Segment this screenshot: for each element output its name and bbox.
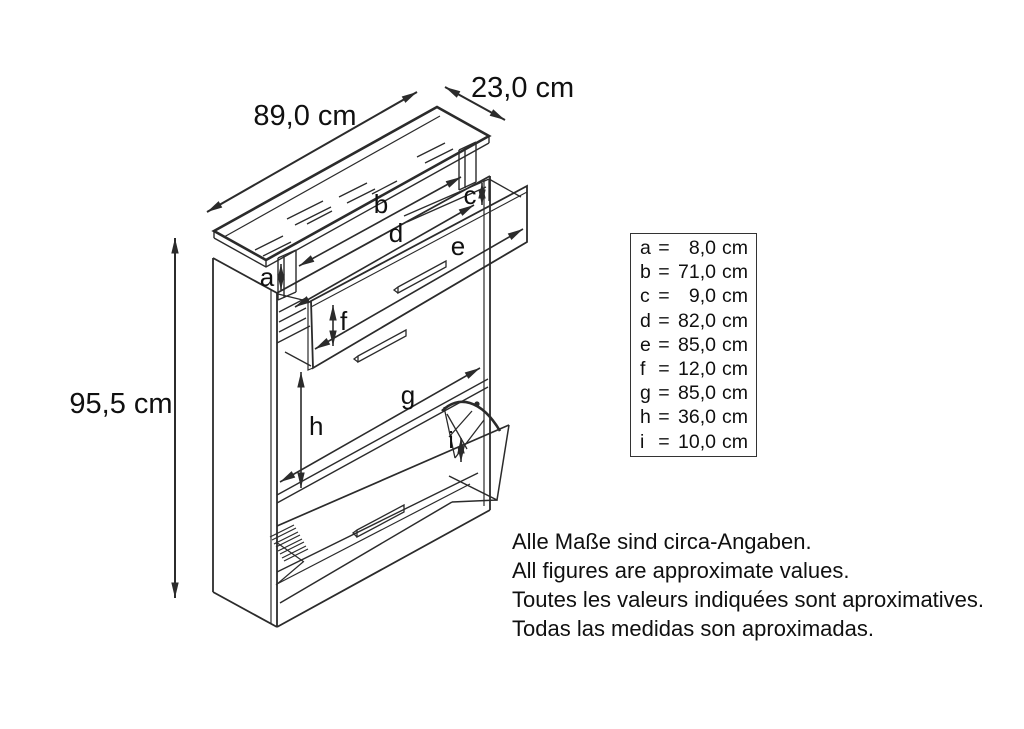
legend-equals: =: [658, 261, 670, 284]
legend-row-i: [640, 431, 756, 455]
middle-flap-handle: [354, 330, 406, 362]
legend-row-c: [640, 285, 756, 309]
footnote-line-fr: Toutes les valeurs indiquées sont aproximatives.: [512, 587, 985, 612]
footnote-line-de: Alle Maße sind circa-Angaben.: [512, 529, 812, 554]
legend-unit: cm: [722, 285, 748, 308]
glass-reflection-hatch: [255, 143, 453, 256]
legend-equals: =: [658, 237, 670, 259]
legend-value: 8,0: [688, 237, 716, 259]
legend-row-g: [640, 382, 756, 406]
dim-label-f: f: [340, 306, 348, 336]
legend-value: 85,0: [678, 382, 716, 405]
footnote-line-es: Todas las medidas son aproximadas.: [512, 616, 874, 641]
depth-dimension-label: 23,0 cm: [471, 72, 575, 104]
dim-label-g: g: [400, 380, 416, 410]
dim-label-b: b: [373, 189, 389, 219]
dim-label-c: c: [463, 180, 477, 210]
cabinet-body: [213, 176, 490, 627]
legend-table: [630, 233, 757, 457]
left-side-panel: [213, 258, 277, 627]
legend-letter: d: [640, 309, 651, 332]
flap-pivot-dot: [474, 401, 479, 406]
legend-unit: cm: [722, 430, 748, 453]
flap-bottom-edge: [280, 502, 452, 603]
flap-face-lower-edge: [277, 473, 478, 572]
footnote-line-en: All figures are approximate values.: [512, 558, 850, 583]
legend-value: 85,0: [678, 333, 716, 356]
legend-equals: =: [658, 333, 670, 356]
glass-inner-edge: [224, 116, 440, 237]
legend-letter: a: [640, 237, 651, 259]
legend-row-d: [640, 310, 756, 334]
legend-unit: cm: [722, 406, 748, 429]
dim-label-h: h: [309, 411, 324, 441]
drawer-front-panel: [311, 186, 527, 368]
dim-label-e: e: [450, 231, 466, 261]
legend-unit: cm: [722, 237, 748, 259]
dim-arrow-d: [295, 205, 474, 307]
legend-row-f: [640, 358, 756, 382]
legend-value: 9,0: [688, 285, 716, 308]
glass-thickness-edge: [214, 143, 489, 267]
legend-unit: cm: [722, 261, 748, 284]
legend-row-a: [640, 237, 756, 261]
legend-unit: cm: [722, 357, 748, 380]
legend-letter: f: [640, 357, 646, 380]
dim-label-i: i: [448, 427, 454, 453]
drawer-slot: [277, 294, 311, 366]
top-drawer-open: [308, 179, 527, 370]
height-dimension-label: 95,5 cm: [69, 388, 173, 420]
drawer-box-back-edges: [404, 179, 521, 222]
legend-row-e: [640, 334, 756, 358]
legend-value: 12,0: [678, 357, 716, 380]
middle-flap-closed: [354, 330, 406, 362]
width-dimension-label: 89,0 cm: [253, 100, 357, 132]
legend-equals: =: [658, 430, 670, 453]
legend-equals: =: [658, 406, 670, 429]
legend-row-h: [640, 406, 756, 430]
footnotes-block: [512, 527, 1012, 643]
dim-label-d: d: [388, 218, 404, 248]
legend-unit: cm: [722, 309, 748, 332]
legend-letter: e: [640, 333, 651, 356]
bottom-flap-open: [270, 401, 509, 603]
legend-equals: =: [658, 357, 670, 380]
legend-equals: =: [658, 285, 670, 308]
legend-unit: cm: [722, 382, 748, 405]
legend-value: 10,0: [678, 430, 716, 453]
dim-label-a: a: [259, 262, 275, 292]
legend-equals: =: [658, 382, 670, 405]
flap-shoe-rail-hatch: [270, 525, 308, 585]
flap-thickness-line: [277, 484, 470, 584]
legend-unit: cm: [722, 333, 748, 356]
legend-letter: h: [640, 406, 651, 429]
legend-equals: =: [658, 309, 670, 332]
legend-row-b: [640, 261, 756, 285]
legend-letter: i: [640, 430, 645, 453]
legend-letter: g: [640, 382, 651, 405]
legend-letter: b: [640, 261, 651, 284]
legend-value: 71,0: [678, 261, 716, 284]
legend-value: 82,0: [678, 309, 716, 332]
legend-value: 36,0: [678, 406, 716, 429]
flap-handle: [353, 505, 404, 537]
legend-letter: c: [640, 285, 650, 308]
